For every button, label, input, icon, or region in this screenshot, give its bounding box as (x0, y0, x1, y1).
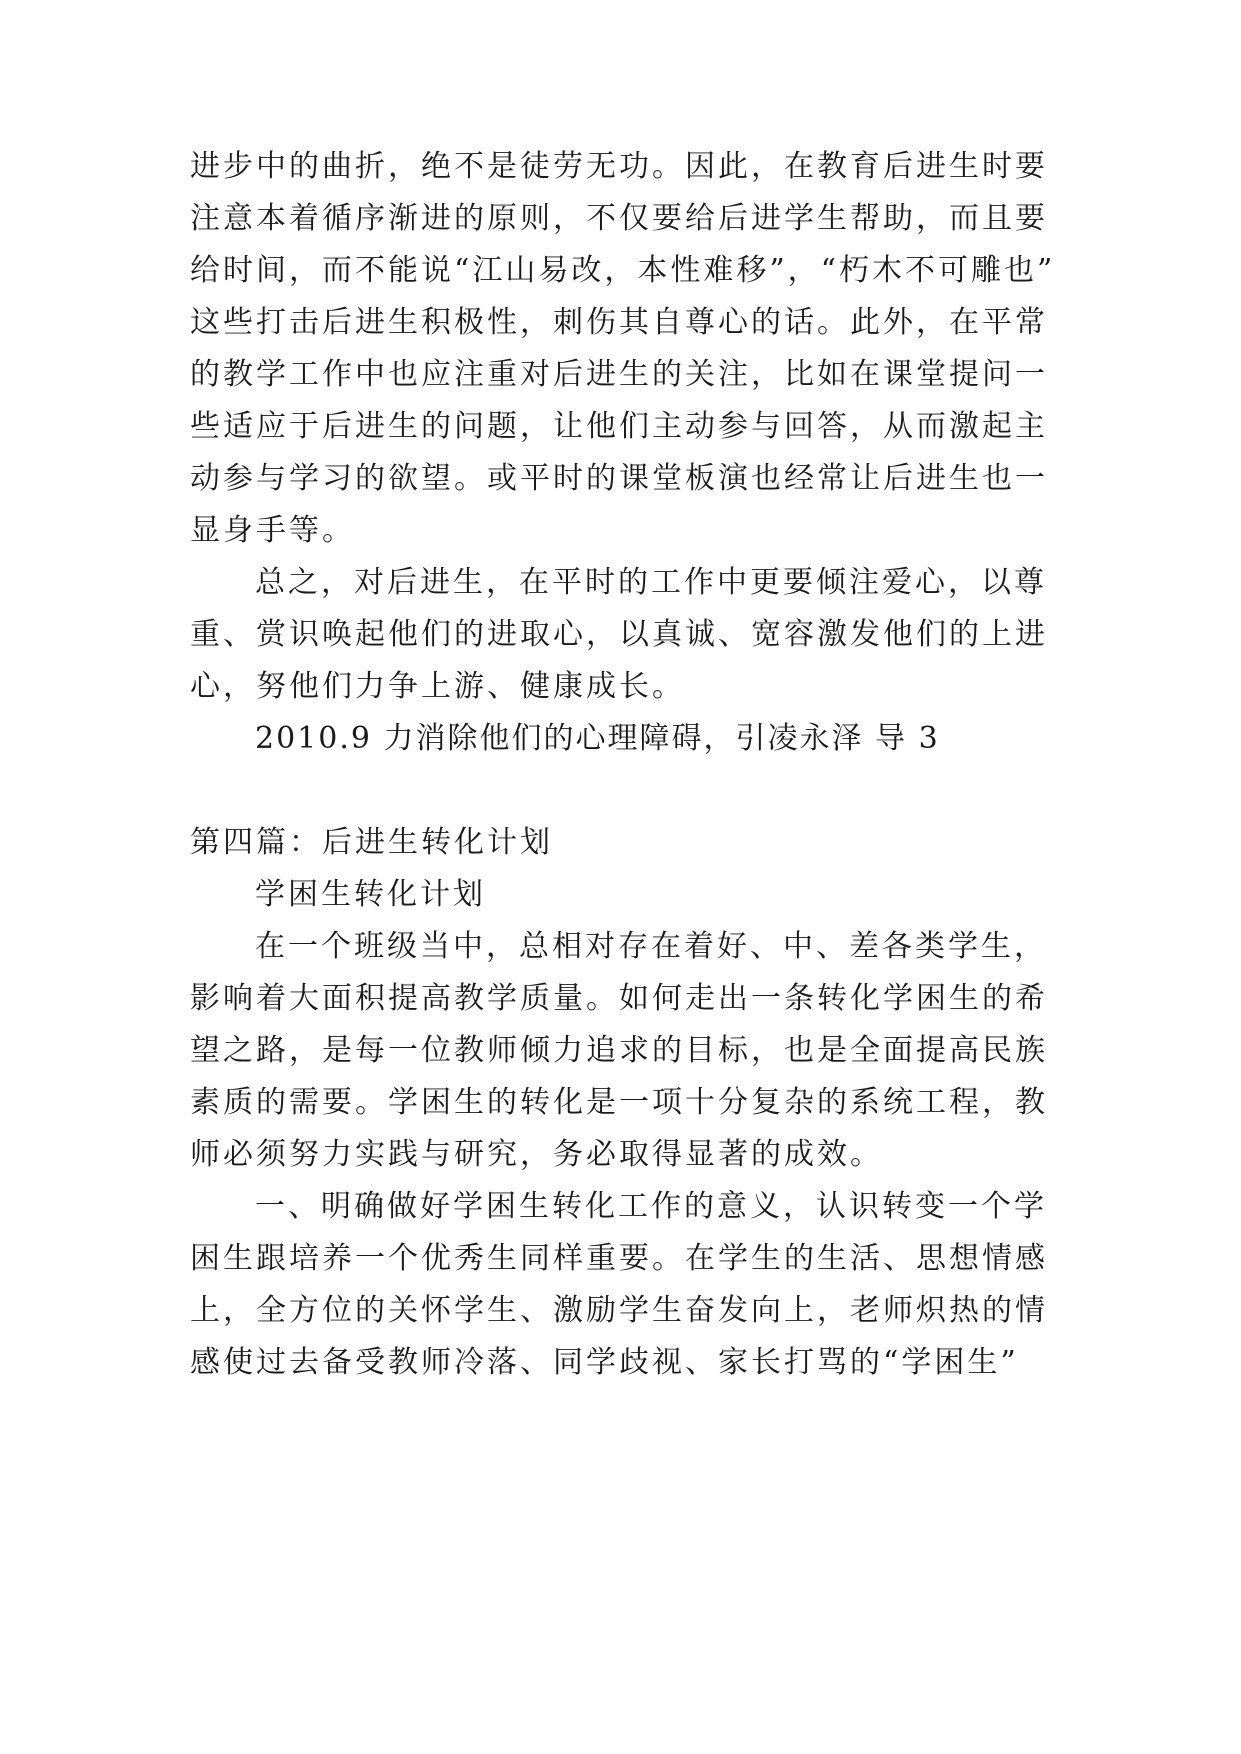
text-line: 素质的需要。学困生的转化是一项十分复杂的系统工程，教 (190, 1085, 1048, 1120)
text-line: 进步中的曲折，绝不是徒劳无功。因此，在教育后进生时要 (190, 149, 1048, 184)
text-line: 一、明确做好学困生转化工作的意义，认识转变一个学 (255, 1189, 1047, 1224)
text-line: 些适应于后进生的问题，让他们主动参与回答，从而激起主 (190, 409, 1048, 444)
text-line: 师必须努力实践与研究，务必取得显著的成效。 (190, 1137, 883, 1172)
text-line: 显身手等。 (190, 513, 355, 548)
text-line: 困生跟培养一个优秀生同样重要。在学生的生活、思想情感 (190, 1241, 1048, 1276)
text-line: 在一个班级当中，总相对存在着好、中、差各类学生， (255, 929, 1047, 964)
text-line: 心，努他们力争上游、健康成长。 (190, 669, 685, 704)
text-line: 给时间，而不能说“江山易改，本性难移”，“朽木不可雕也” (190, 253, 1056, 288)
subtitle: 学困生转化计划 (255, 877, 486, 912)
text-line: 望之路，是每一位教师倾力追求的目标，也是全面提高民族 (190, 1033, 1048, 1068)
text-line: 的教学工作中也应注重对后进生的关注，比如在课堂提问一 (190, 357, 1048, 392)
text-line: 重、赏识唤起他们的进取心，以真诚、宽容激发他们的上进 (190, 617, 1048, 652)
text-line: 感使过去备受教师冷落、同学歧视、家长打骂的“学困生” (190, 1345, 1019, 1380)
text-line: 上，全方位的关怀学生、激励学生奋发向上，老师炽热的情 (190, 1293, 1048, 1328)
text-line: 动参与学习的欲望。或平时的课堂板演也经常让后进生也一 (190, 461, 1048, 496)
text-line: 影响着大面积提高教学质量。如何走出一条转化学困生的希 (190, 981, 1048, 1016)
text-line: 这些打击后进生积极性，刺伤其自尊心的话。此外，在平常 (190, 305, 1048, 340)
section-title: 第四篇：后进生转化计划 (190, 825, 553, 860)
text-line: 注意本着循序渐进的原则，不仅要给后进学生帮助，而且要 (190, 201, 1048, 236)
text-line: 总之，对后进生，在平时的工作中更要倾注爱心，以尊 (255, 565, 1047, 600)
date-line: 2010.9 力消除他们的心理障碍，引凌永泽 导 3 (255, 721, 940, 756)
